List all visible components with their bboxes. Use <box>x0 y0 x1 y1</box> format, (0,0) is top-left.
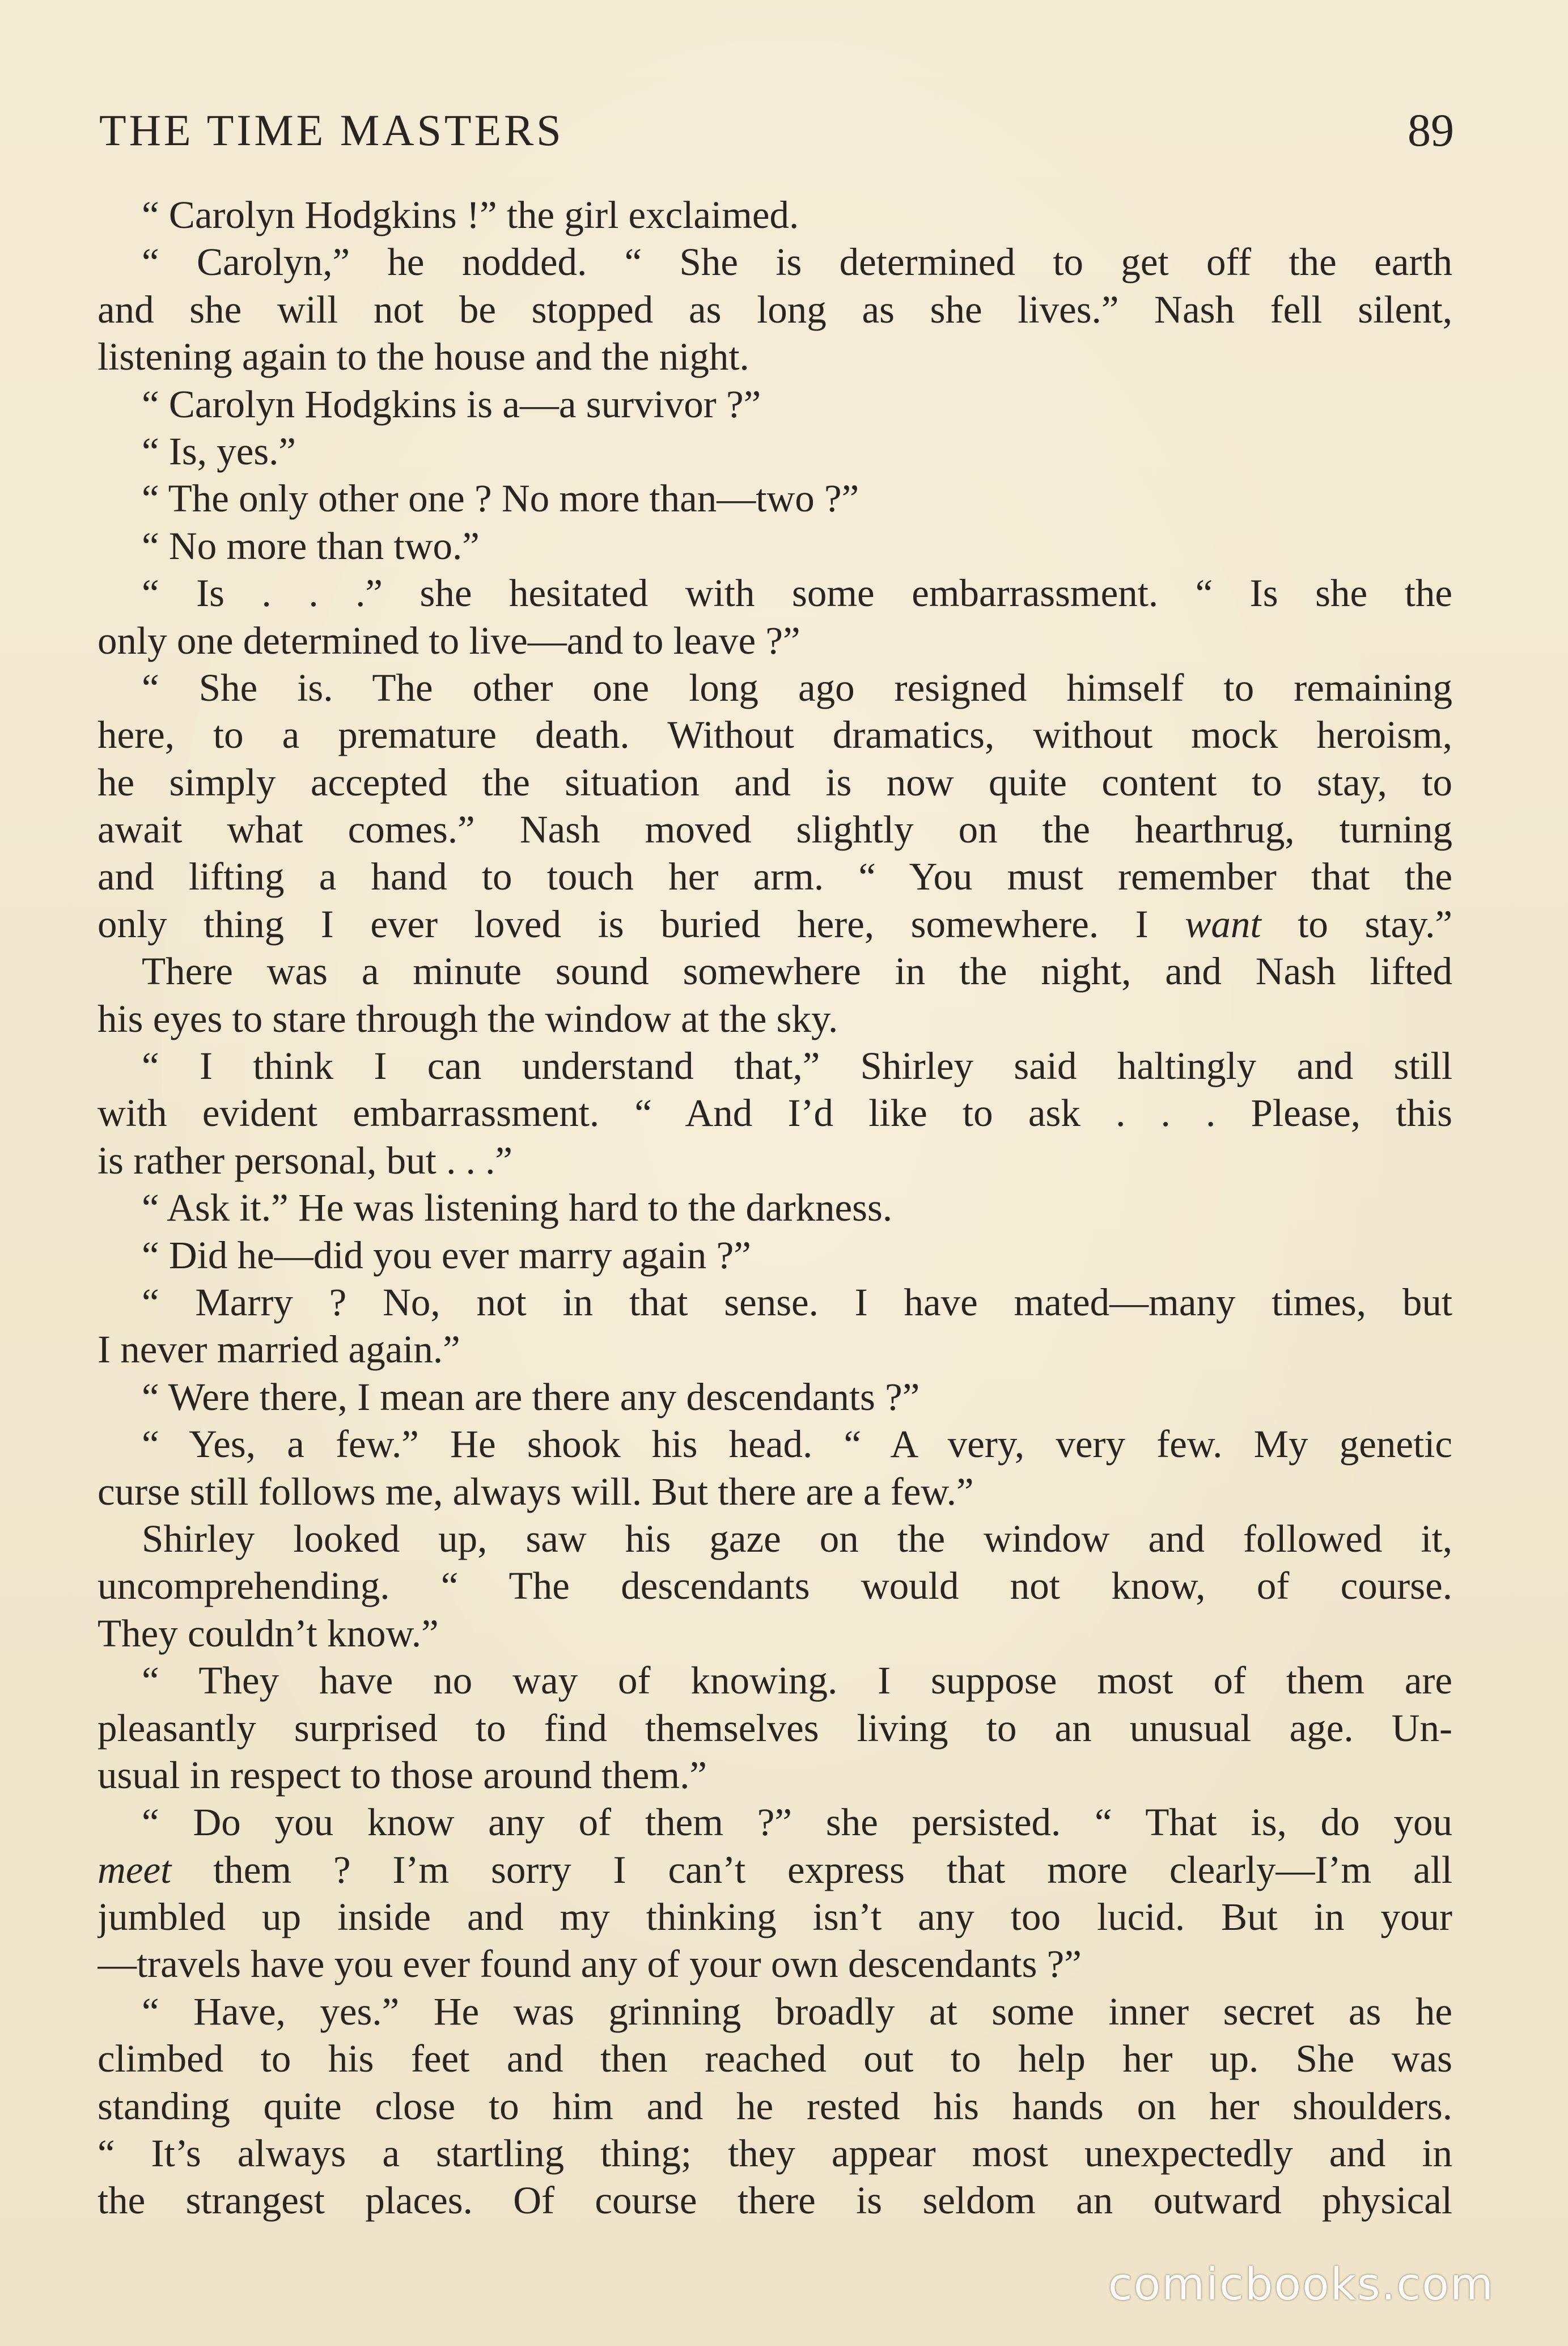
text-line: await what comes.” Nash moved slightly on the hearthrug, turning <box>98 808 1452 852</box>
text-line: “ Carolyn,” he nodded. “ She is determined to get off the earth <box>142 240 1452 284</box>
text-line: “ She is. The other one long ago resigned himself to remaining <box>142 666 1452 709</box>
running-head: THE TIME MASTERS <box>99 105 564 155</box>
text-line: meet them ? I’m sorry I can’t express that more clearly—I’m all <box>98 1848 1452 1891</box>
text-line: “ Yes, a few.” He shook his head. “ A very, very few. My genetic <box>142 1422 1452 1466</box>
text-line: only one determined to live—and to leave ?” <box>98 619 800 662</box>
text-line: “ I think I can understand that,” Shirley said haltingly and still <box>142 1044 1452 1088</box>
emphasis: meet <box>98 1848 172 1891</box>
text-line: “ Carolyn Hodgkins !” the girl exclaimed. <box>142 193 799 236</box>
text-line: jumbled up inside and my thinking isn’t any too lucid. But in your <box>98 1895 1452 1939</box>
text-line: and lifting a hand to touch her arm. “ You must remember that the <box>98 855 1452 899</box>
text-line: “ They have no way of knowing. I suppose most of them are <box>142 1659 1452 1703</box>
text-line: “ Were there, I mean are there any descendants ?” <box>142 1375 920 1418</box>
text-line: “ Marry ? No, not in that sense. I have mated—many times, but <box>142 1280 1452 1324</box>
text-line: “ Carolyn Hodgkins is a—a survivor ?” <box>142 382 761 426</box>
text-line: and she will not be stopped as long as she lives.” Nash fell silent, <box>98 287 1452 331</box>
page-number: 89 <box>1408 104 1454 156</box>
text-line: standing quite close to him and he rested his hands on her shoulders. <box>98 2084 1452 2128</box>
watermark: comicbooks.com <box>1108 2259 1494 2310</box>
text-line: curse still follows me, always will. But there are a few.” <box>98 1470 974 1513</box>
text-line: “ Do you know any of them ?” she persisted. “ That is, do you <box>142 1801 1452 1844</box>
page-header <box>99 99 1454 162</box>
text-line: I never married again.” <box>98 1328 460 1371</box>
text-line: is rather personal, but . . .” <box>98 1138 512 1182</box>
text-line: “ It’s always a startling thing; they appear most unexpectedly and in <box>98 2132 1452 2175</box>
text-line: “ Is . . .” she hesitated with some embarrassment. “ Is she the <box>142 571 1452 615</box>
text-line: There was a minute sound somewhere in the night, and Nash lifted <box>142 950 1452 993</box>
text-line: his eyes to stare through the window at the sky. <box>98 997 838 1040</box>
text-line: he simply accepted the situation and is now quite content to stay, to <box>98 760 1452 804</box>
text-line: pleasantly surprised to find themselves living to an unusual age. Un- <box>98 1706 1452 1750</box>
text-line: “ No more than two.” <box>142 524 480 568</box>
text-line: “ Have, yes.” He was grinning broadly at some inner secret as he <box>142 1989 1452 2033</box>
text-line: climbed to his feet and then reached out to help her up. She was <box>98 2037 1452 2081</box>
text-line: “ Did he—did you ever marry again ?” <box>142 1233 751 1277</box>
text-line: only thing I ever loved is buried here, somewhere. I want to stay.” <box>98 902 1452 946</box>
text-line: with evident embarrassment. “ And I’d like to ask . . . Please, this <box>98 1091 1452 1135</box>
text-line: They couldn’t know.” <box>98 1611 439 1655</box>
text-line: “ Is, yes.” <box>142 429 296 473</box>
text-line: listening again to the house and the night. <box>98 335 749 379</box>
text-line: “ Ask it.” He was listening hard to the darkness. <box>142 1186 893 1230</box>
body-text <box>98 192 1452 2225</box>
text-line: “ The only other one ? No more than—two ?” <box>142 477 859 520</box>
text-line: usual in respect to those around them.” <box>98 1753 707 1797</box>
text-line: the strangest places. Of course there is seldom an outward physical <box>98 2179 1452 2222</box>
text-line: here, to a premature death. Without dramatics, without mock heroism, <box>98 713 1452 757</box>
text-line: Shirley looked up, saw his gaze on the window and followed it, <box>142 1517 1452 1560</box>
text-line: uncomprehending. “ The descendants would not know, of course. <box>98 1564 1452 1608</box>
text-line: —travels have you ever found any of your own descendants ?” <box>98 1942 1082 1986</box>
emphasis: want <box>1185 902 1261 946</box>
